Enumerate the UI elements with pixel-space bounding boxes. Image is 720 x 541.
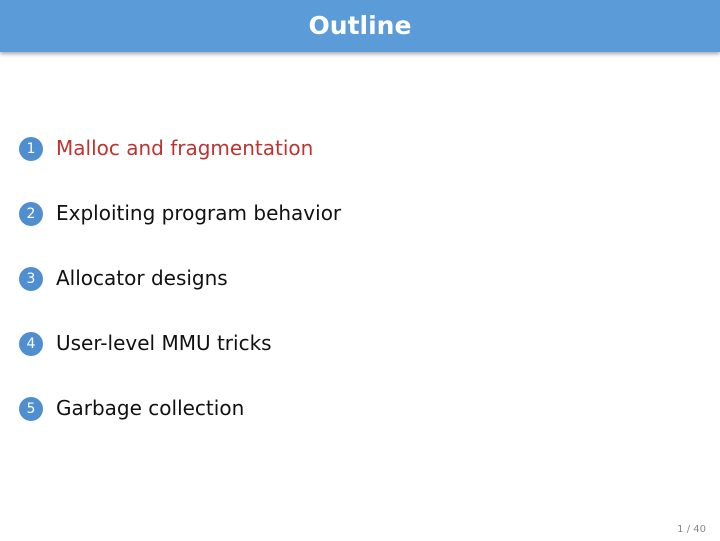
item-number-badge: 5: [19, 397, 43, 421]
outline-item-label: User-level MMU tricks: [56, 331, 272, 355]
outline-item-label: Garbage collection: [56, 396, 245, 420]
outline-list: [19, 130, 699, 455]
outline-item-label: Allocator designs: [56, 266, 228, 290]
outline-item-allocator-designs: [19, 260, 699, 325]
slide-header: [0, 0, 720, 52]
outline-item-garbage-collection: [19, 390, 699, 455]
item-number-badge: 3: [19, 267, 43, 291]
item-number-badge: 4: [19, 332, 43, 356]
slide-title: Outline: [308, 11, 412, 40]
outline-item-mmu-tricks: [19, 325, 699, 390]
item-number-badge: 2: [19, 202, 43, 226]
page-number: 1 / 40: [677, 524, 706, 535]
outline-item-malloc: [19, 130, 699, 195]
item-number-badge: 1: [19, 137, 43, 161]
outline-item-label: Malloc and fragmentation: [56, 136, 314, 160]
outline-item-program-behavior: [19, 195, 699, 260]
outline-item-label: Exploiting program behavior: [56, 201, 342, 225]
